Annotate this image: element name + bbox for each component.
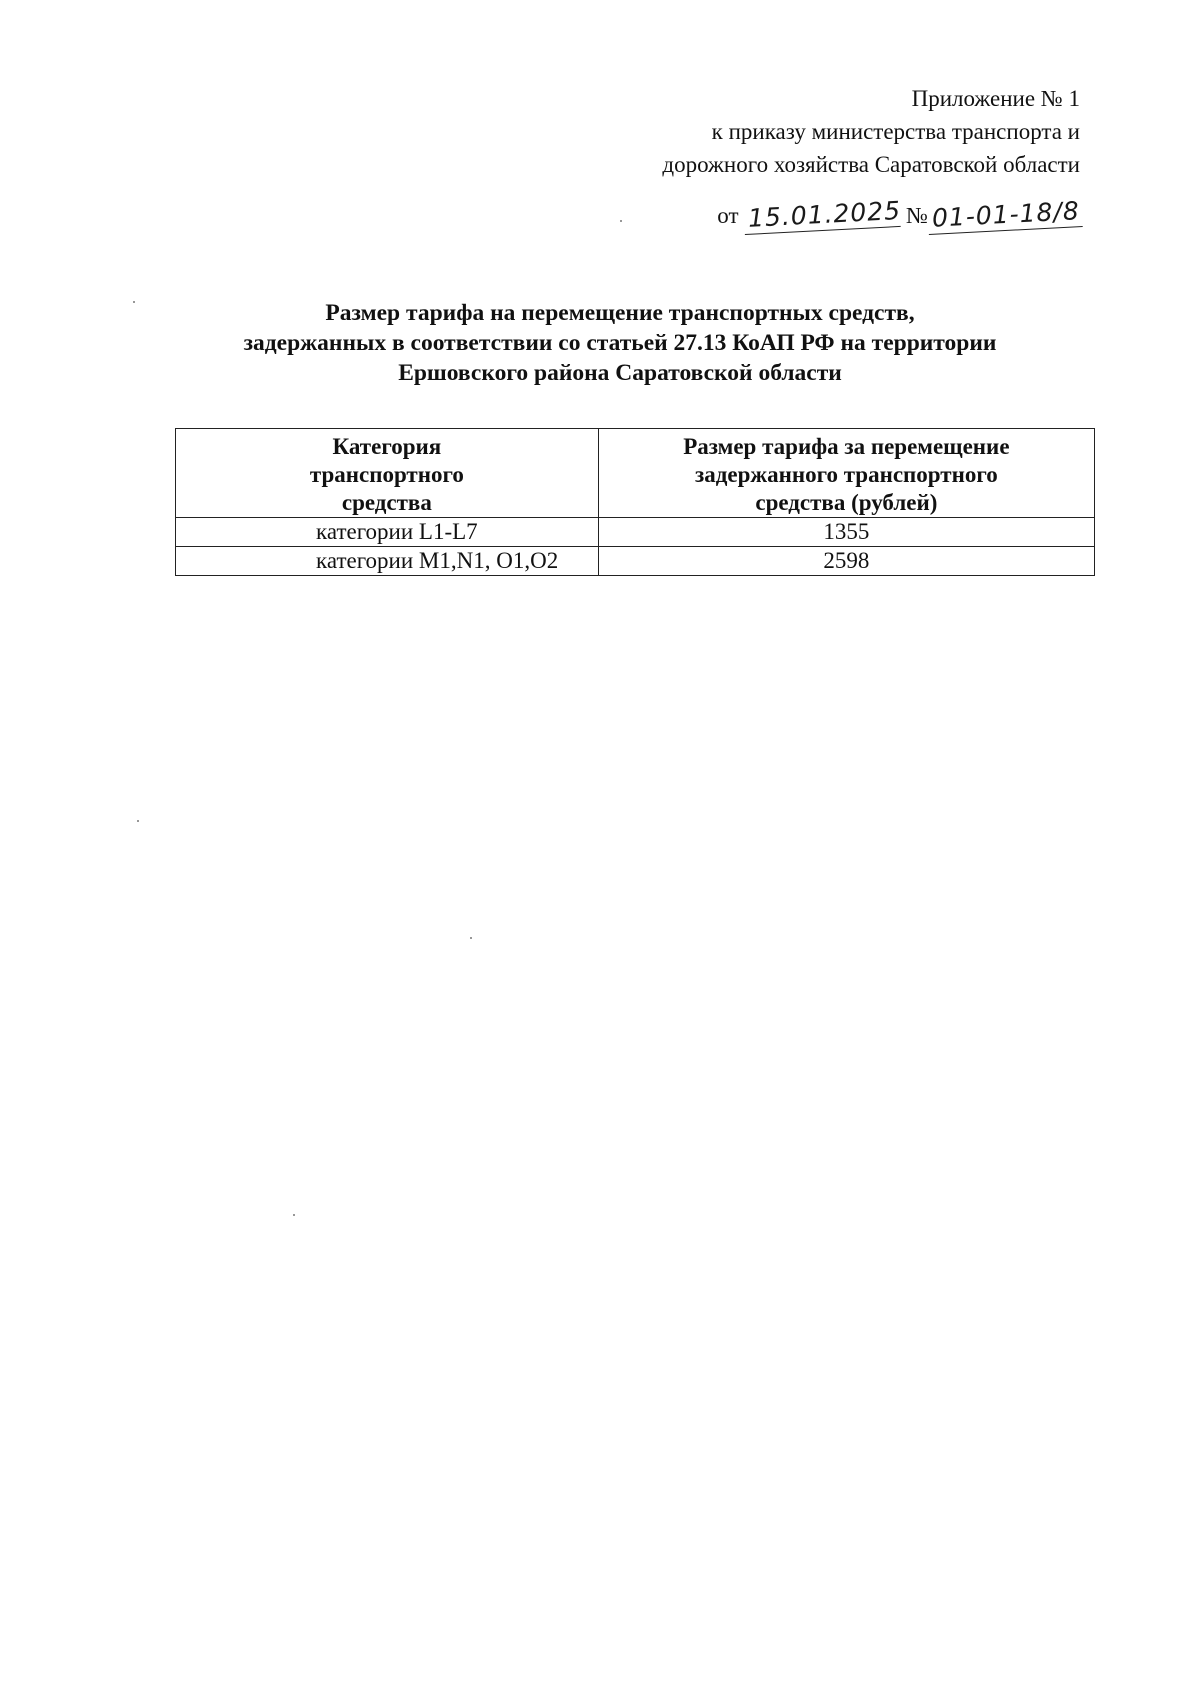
header-category-line: Категория: [332, 434, 442, 459]
appendix-header: [520, 82, 1080, 181]
number-prefix: №: [906, 203, 928, 228]
scan-speck: [133, 301, 135, 303]
category-cell: категории M1,N1, O1,O2: [176, 547, 599, 576]
scan-speck: [470, 937, 472, 939]
scan-speck: [137, 820, 139, 822]
header-tariff-line: средства (рублей): [755, 490, 938, 515]
header-category: [176, 429, 599, 518]
handwritten-date: 15.01.2025: [744, 196, 901, 235]
table-row: [176, 547, 1095, 576]
title-line-3: Ершовского района Саратовской области: [398, 360, 842, 386]
header-tariff: [598, 429, 1094, 518]
order-reference-line-2: дорожного хозяйства Саратовской области: [662, 152, 1080, 177]
header-tariff-line: Размер тарифа за перемещение: [683, 434, 1010, 459]
order-reference-line-1: к приказу министерства транспорта и: [711, 119, 1080, 144]
tariff-value-cell: 1355: [598, 518, 1094, 547]
title-line-2: задержанных в соответствии со статьей 27.13 КоАП РФ на территории: [243, 330, 997, 356]
order-date-number: [717, 195, 1082, 233]
tariff-table: [175, 428, 1095, 576]
header-category-line: средства: [341, 490, 432, 515]
header-tariff-line: задержанного транспортного: [695, 462, 998, 487]
document-title: [160, 298, 1080, 388]
date-prefix: от: [717, 203, 739, 228]
scan-speck: [620, 220, 622, 222]
category-cell: категории L1-L7: [176, 518, 599, 547]
tariff-value-cell: 2598: [598, 547, 1094, 576]
header-category-line: транспортного: [309, 462, 464, 487]
table-row: [176, 518, 1095, 547]
handwritten-number: 01-01-18/8: [927, 196, 1082, 235]
appendix-number: Приложение № 1: [911, 86, 1080, 111]
title-line-1: Размер тарифа на перемещение транспортных средств,: [325, 300, 915, 326]
scan-speck: [293, 1214, 295, 1216]
table-header-row: [176, 429, 1095, 518]
